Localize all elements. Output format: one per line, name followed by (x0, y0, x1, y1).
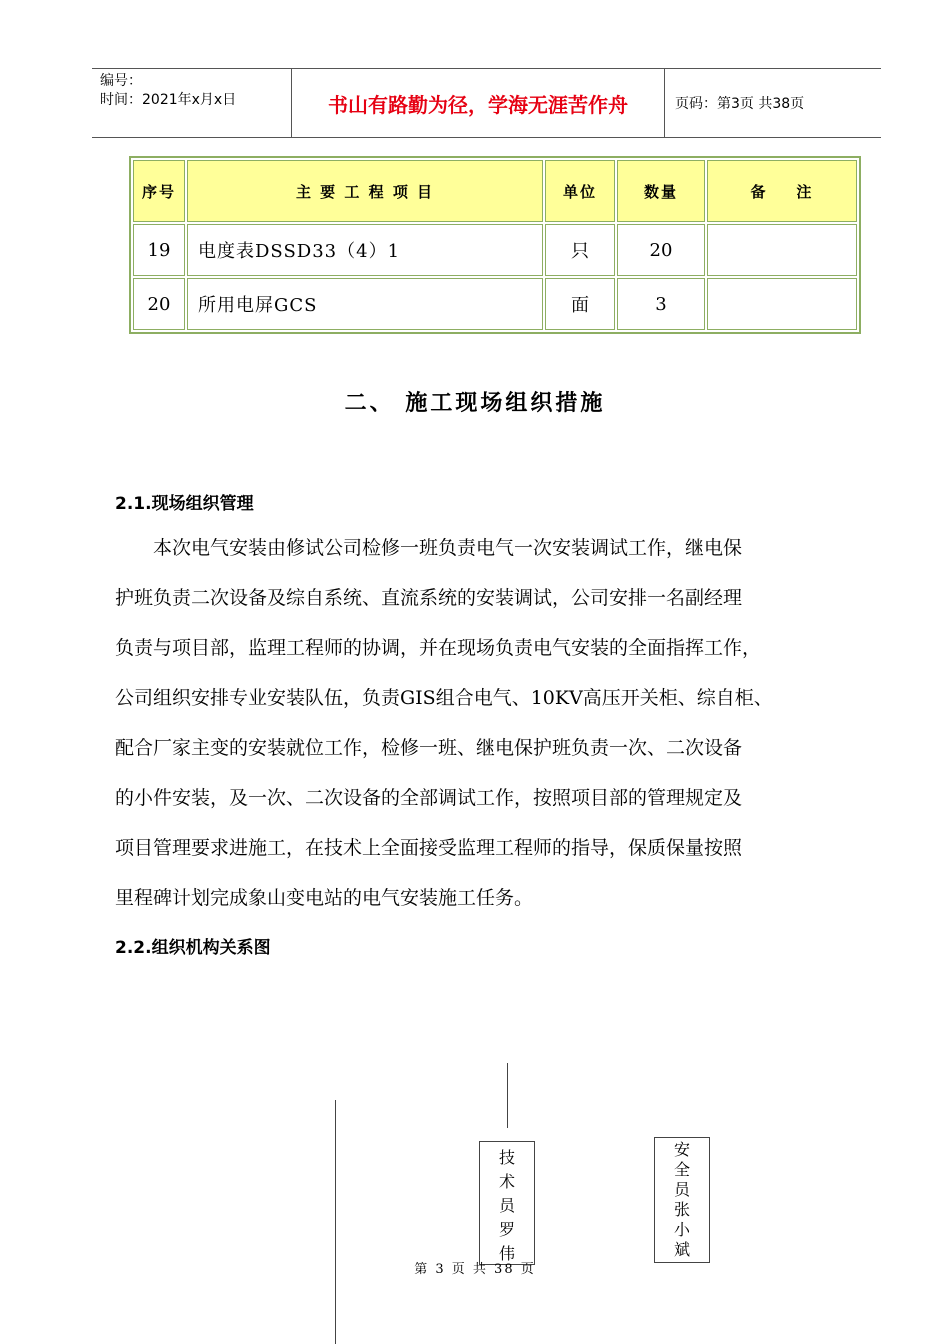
paragraph-line: 配合厂家主变的安装就位工作，检修一班、继电保护班负责一次、二次设备 (115, 737, 743, 759)
cell-unit: 面 (545, 278, 615, 330)
col-header-unit: 单位 (545, 160, 615, 222)
cell-name: 电度表DSSD33（4）1 (187, 224, 543, 276)
body-paragraph (115, 523, 885, 923)
org-char: 张 (673, 1200, 690, 1219)
cell-note (707, 278, 857, 330)
page-header (92, 68, 881, 138)
table-row (133, 278, 857, 330)
subsection-2-2-title: 2.2.组织机构关系图 (115, 938, 271, 958)
paragraph-line: 项目管理要求进施工，在技术上全面接受监理工程师的指导，保质保量按照 (115, 837, 743, 859)
cell-qty: 3 (617, 278, 705, 330)
table-row (133, 224, 857, 276)
section-title: 二、 施工现场组织措施 (344, 391, 606, 416)
header-meta (92, 69, 292, 137)
org-char: 员 (498, 1196, 515, 1215)
col-header-qty: 数量 (617, 160, 705, 222)
org-char: 全 (673, 1160, 690, 1179)
paragraph-line: 本次电气安装由修试公司检修一班负责电气一次安装调试工作，继电保 (153, 537, 743, 559)
cell-unit: 只 (545, 224, 615, 276)
org-char: 罗 (498, 1220, 515, 1239)
header-page-label: 页码：第3页 共38页 (675, 96, 805, 112)
number-label: 编号： (100, 73, 142, 89)
org-box-safety (654, 1137, 710, 1263)
col-header-item: 主 要 工 程 项 目 (187, 160, 543, 222)
org-char: 安 (673, 1140, 690, 1159)
org-box-tech (479, 1141, 535, 1265)
project-items-table (129, 156, 861, 334)
paragraph-line: 负责与项目部，监理工程师的协调，并在现场负责电气安装的全面指挥工作， (115, 637, 762, 659)
cell-note (707, 224, 857, 276)
paragraph-line: 的小件安装，及一次、二次设备的全部调试工作，按照项目部的管理规定及 (115, 787, 743, 809)
subsection-2-1-title: 2.1.现场组织管理 (115, 494, 254, 514)
table-header-row (133, 160, 857, 222)
paragraph-line: 护班负责二次设备及综自系统、直流系统的安装调试，公司安排一名副经理 (115, 587, 743, 609)
org-char: 技 (498, 1148, 515, 1167)
col-header-no: 序号 (133, 160, 185, 222)
cell-no: 20 (133, 278, 185, 330)
org-connector-top (507, 1063, 508, 1128)
cell-name: 所用电屏GCS (187, 278, 543, 330)
org-char: 小 (673, 1220, 690, 1239)
org-char: 伟 (498, 1244, 515, 1263)
org-connector-left (335, 1100, 336, 1344)
header-motto: 书山有路勤为径，学海无涯苦作舟 (292, 69, 665, 137)
paragraph-line: 里程碑计划完成象山变电站的电气安装施工任务。 (115, 887, 534, 909)
paragraph-line: 公司组织安排专业安装队伍，负责GIS组合电气、10KV高压开关柜、综自柜、 (115, 687, 773, 709)
cell-no: 19 (133, 224, 185, 276)
cell-qty: 20 (617, 224, 705, 276)
col-header-note: 备 注 (707, 160, 857, 222)
time-label: 时间：2021年x月x日 (100, 92, 237, 108)
org-char: 员 (673, 1180, 690, 1199)
org-char: 斌 (673, 1240, 690, 1259)
page-footer: 第 3 页 共 38 页 (414, 1262, 536, 1277)
org-char: 术 (498, 1172, 515, 1191)
